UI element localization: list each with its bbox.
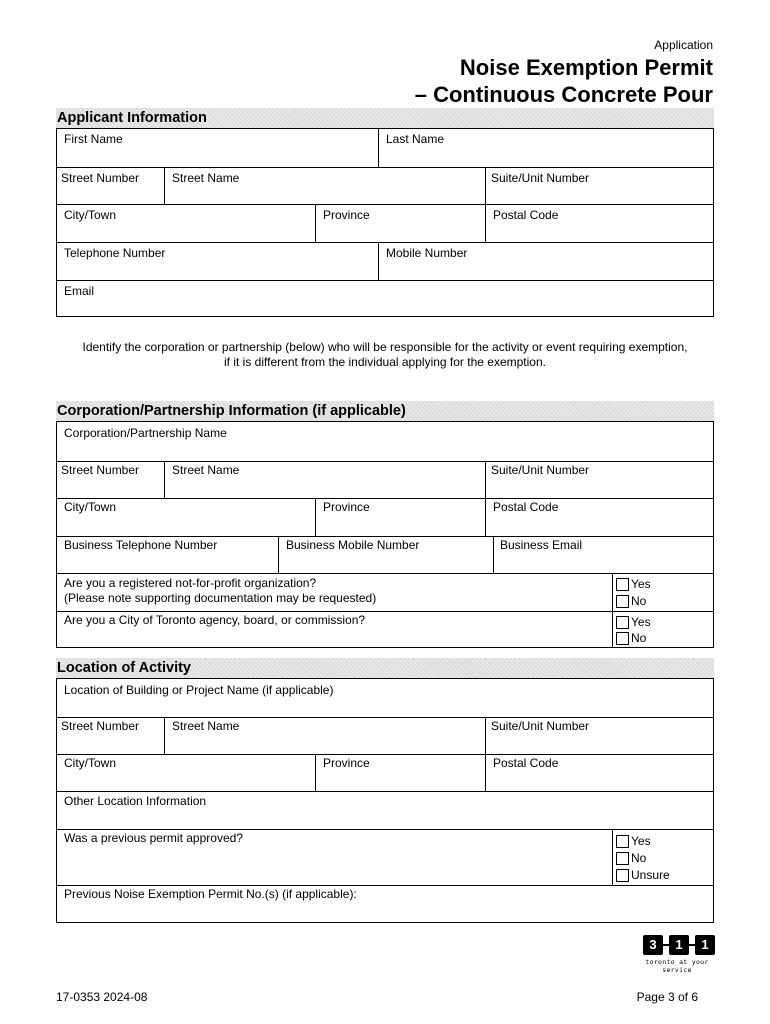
corp-street-number-field[interactable] xyxy=(57,462,165,499)
corporation-name-label: Corporation/Partnership Name xyxy=(64,426,227,440)
corp-postal-code-label: Postal Code xyxy=(493,500,559,514)
corp-province-label: Province xyxy=(323,500,370,514)
agency-question xyxy=(57,612,613,647)
corp-province-field[interactable] xyxy=(316,499,486,537)
section-heading-applicant: Applicant Information xyxy=(56,108,714,128)
instruction-line-1: Identify the corporation or partnership (below) who will be responsible for the activity or event requiring exemption, xyxy=(82,340,688,354)
nfp-no-checkbox[interactable] xyxy=(616,595,629,608)
postal-code-field[interactable] xyxy=(486,205,713,243)
loc-city-label: City/Town xyxy=(64,756,117,770)
nfp-yes-option[interactable] xyxy=(616,576,651,592)
business-email-label: Business Email xyxy=(500,538,583,552)
agency-options xyxy=(613,612,713,647)
corp-street-name-label: Street Name xyxy=(172,463,240,477)
loc-street-number-label: Street Number xyxy=(61,719,140,733)
first-name-field[interactable] xyxy=(57,129,379,168)
email-field[interactable] xyxy=(57,281,713,316)
nfp-no-option[interactable] xyxy=(616,593,646,609)
prev-no-label: No xyxy=(631,851,647,865)
prev-permit-options xyxy=(613,830,713,886)
province-field[interactable] xyxy=(316,205,486,243)
prev-permit-number-label: Previous Noise Exemption Permit No.(s) (if applicable): xyxy=(64,887,357,901)
corporation-name-field[interactable] xyxy=(57,422,713,462)
business-phone-label: Business Telephone Number xyxy=(64,538,218,552)
business-mobile-field[interactable] xyxy=(279,537,494,574)
street-name-field[interactable] xyxy=(165,168,486,205)
last-name-field[interactable] xyxy=(379,129,713,168)
building-name-label: Location of Building or Project Name (if applicable) xyxy=(64,683,334,697)
street-name-label: Street Name xyxy=(172,171,240,185)
building-name-field[interactable] xyxy=(57,679,713,718)
suite-field[interactable] xyxy=(486,168,713,205)
agency-yes-checkbox[interactable] xyxy=(616,616,629,629)
logo-digit-1b: 1 xyxy=(695,935,715,955)
agency-yes-label: Yes xyxy=(631,615,651,629)
location-form-box xyxy=(56,678,714,923)
title-line-1: Noise Exemption Permit xyxy=(459,55,713,80)
postal-code-label: Postal Code xyxy=(493,208,559,222)
prev-no-option[interactable] xyxy=(616,850,646,866)
loc-city-field[interactable] xyxy=(57,755,316,792)
city-label: City/Town xyxy=(64,208,117,222)
mobile-label: Mobile Number xyxy=(386,246,468,260)
nfp-no-label: No xyxy=(631,594,647,608)
other-location-field[interactable] xyxy=(57,792,713,830)
business-phone-field[interactable] xyxy=(57,537,279,574)
applicant-form-box xyxy=(56,128,714,317)
loc-street-name-label: Street Name xyxy=(172,719,240,733)
prev-unsure-option[interactable] xyxy=(616,867,670,883)
instruction-line-2: if it is different from the individual applying for the exemption. xyxy=(224,355,546,369)
logo-tagline: toronto at your service xyxy=(645,958,709,974)
prev-unsure-checkbox[interactable] xyxy=(616,869,629,882)
corp-postal-code-field[interactable] xyxy=(486,499,713,537)
agency-no-checkbox[interactable] xyxy=(616,632,629,645)
corp-street-name-field[interactable] xyxy=(165,462,486,499)
corp-street-number-label: Street Number xyxy=(61,463,140,477)
logo-digit-1a: 1 xyxy=(669,935,689,955)
telephone-label: Telephone Number xyxy=(64,246,166,260)
province-label: Province xyxy=(323,208,370,222)
nfp-yes-label: Yes xyxy=(631,577,651,591)
loc-suite-label: Suite/Unit Number xyxy=(491,719,590,733)
business-mobile-label: Business Mobile Number xyxy=(286,538,420,552)
last-name-label: Last Name xyxy=(386,132,445,146)
loc-suite-field[interactable] xyxy=(486,718,713,755)
loc-street-name-field[interactable] xyxy=(165,718,486,755)
loc-street-number-field[interactable] xyxy=(57,718,165,755)
corporation-instruction xyxy=(56,340,714,370)
city-field[interactable] xyxy=(57,205,316,243)
nfp-question xyxy=(57,574,613,612)
corp-suite-field[interactable] xyxy=(486,462,713,499)
first-name-label: First Name xyxy=(64,132,123,146)
loc-postal-code-field[interactable] xyxy=(486,755,713,792)
agency-no-option[interactable] xyxy=(616,630,646,646)
prev-permit-question xyxy=(57,830,613,886)
nfp-question-line-2: (Please note supporting documentation may be requested) xyxy=(64,591,377,605)
page-title xyxy=(415,54,713,108)
prev-yes-label: Yes xyxy=(631,834,651,848)
mobile-field[interactable] xyxy=(379,243,713,281)
corporation-form-box xyxy=(56,421,714,648)
prev-yes-option[interactable] xyxy=(616,833,651,849)
loc-postal-code-label: Postal Code xyxy=(493,756,559,770)
section-heading-corporation: Corporation/Partnership Information (if applicable) xyxy=(56,401,714,421)
title-line-2: – Continuous Concrete Pour xyxy=(414,82,713,107)
email-label: Email xyxy=(64,284,95,298)
telephone-field[interactable] xyxy=(57,243,379,281)
nfp-question-line-1: Are you a registered not-for-profit organization? xyxy=(64,576,317,590)
business-email-field[interactable] xyxy=(494,537,713,574)
street-number-field[interactable] xyxy=(57,168,165,205)
loc-province-field[interactable] xyxy=(316,755,486,792)
prev-yes-checkbox[interactable] xyxy=(616,835,629,848)
form-code: 17-0353 2024-08 xyxy=(56,990,148,1004)
suite-label: Suite/Unit Number xyxy=(491,171,590,185)
other-location-label: Other Location Information xyxy=(64,794,207,808)
agency-yes-option[interactable] xyxy=(616,614,651,630)
corp-city-label: City/Town xyxy=(64,500,117,514)
toronto-311-logo xyxy=(631,935,723,974)
nfp-yes-checkbox[interactable] xyxy=(616,578,629,591)
agency-question-label: Are you a City of Toronto agency, board, or commission? xyxy=(64,613,366,627)
corp-city-field[interactable] xyxy=(57,499,316,537)
prev-permit-question-label: Was a previous permit approved? xyxy=(64,831,243,845)
prev-unsure-label: Unsure xyxy=(631,868,670,882)
form-type-label: Application xyxy=(654,38,713,52)
section-heading-location: Location of Activity xyxy=(56,658,714,678)
corp-suite-label: Suite/Unit Number xyxy=(491,463,590,477)
agency-no-label: No xyxy=(631,631,647,645)
logo-digit-3: 3 xyxy=(643,935,663,955)
nfp-options xyxy=(613,574,713,612)
street-number-label: Street Number xyxy=(61,171,140,185)
page-number: Page 3 of 6 xyxy=(636,990,698,1004)
loc-province-label: Province xyxy=(323,756,370,770)
prev-permit-number-field[interactable] xyxy=(57,886,713,922)
prev-no-checkbox[interactable] xyxy=(616,852,629,865)
